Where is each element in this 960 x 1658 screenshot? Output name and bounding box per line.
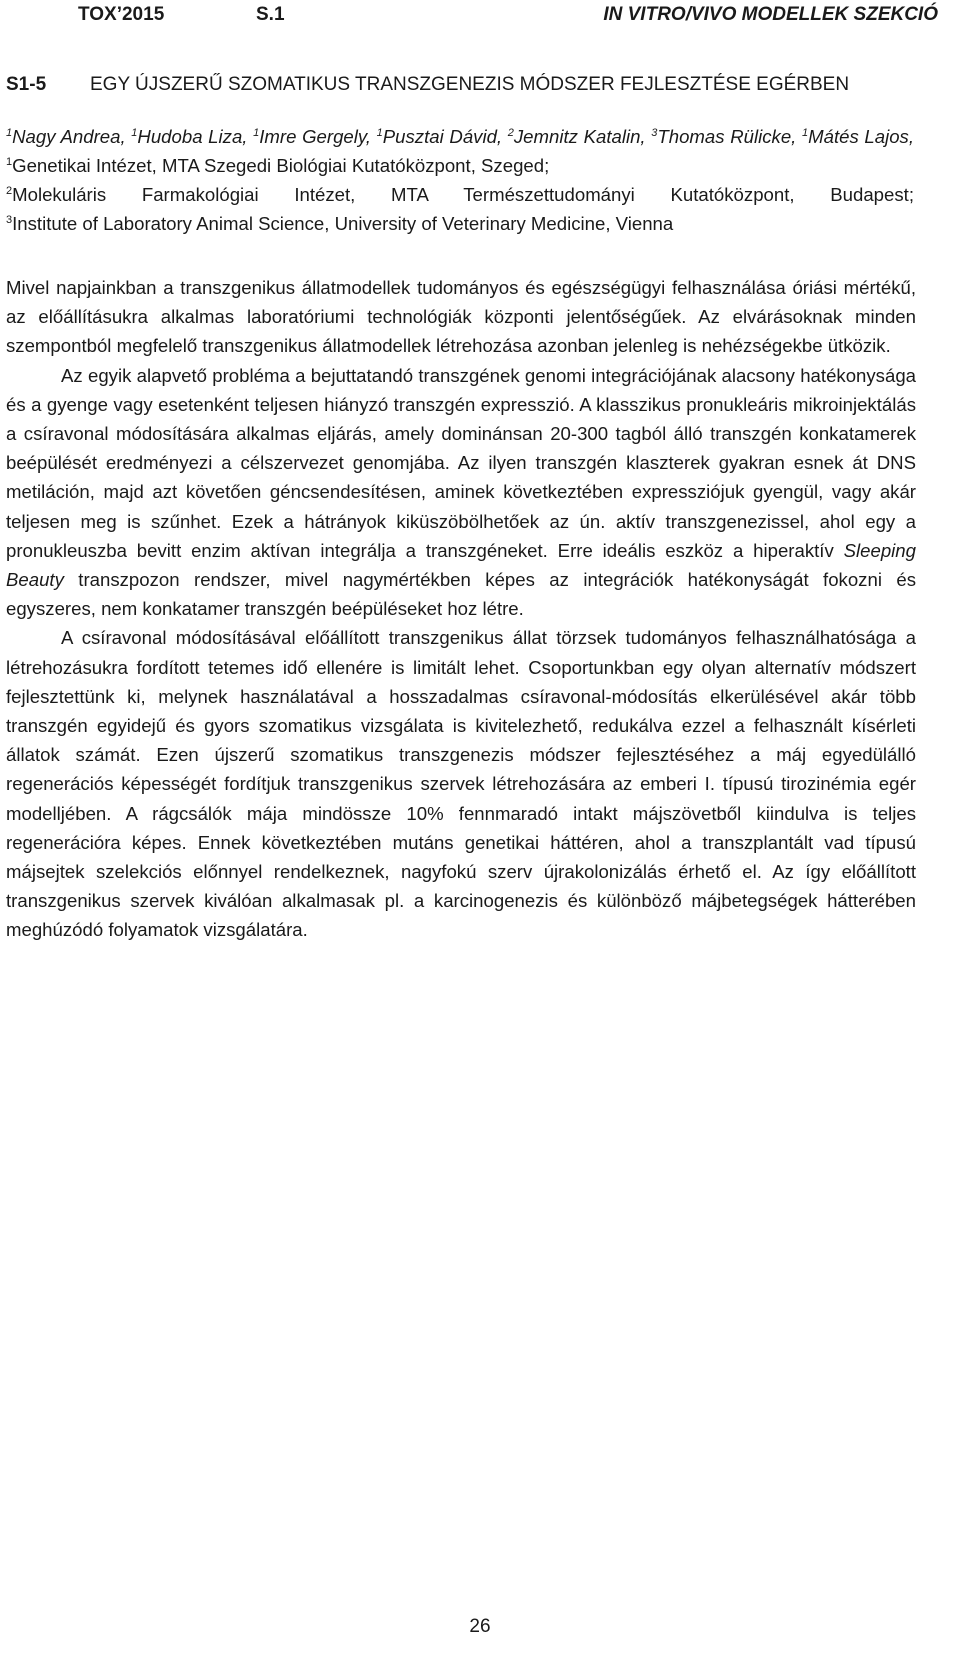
abstract-body bbox=[6, 273, 916, 945]
page-number: 26 bbox=[469, 1616, 491, 1637]
paragraph-3: A csíravonal módosításával előállított transzgenikus állat törzsek tudományos felhasználhatósága a létrehozásukra fordított tetemes idő ellenére is limitált lehet. Csoportunkban egy olyan alternatív módszert fejlesztettünk ki, melynek használatával a hosszadalmas csíravonal-módosítás elkerülésével akár több transzgén egyidejű és gyors szomatikus vizsgálata is kivitelezhető, redukálva ezzel a felhasznált kísérleti állatok számát. Ezen újszerű szomatikus transzgenezis módszer fejlesztéséhez a máj egyedülálló regenerációs képességét fordítjuk transzgenikus szervek létrehozására az emberi I. típusú tirozinémia egér modelljében. A rágcsálók mája mindössze 10% fennmaradó intakt májszövetből kiindulva is teljes regenerációra képes. Ennek következtében mutáns genetikai háttéren, ahol a transzplantált vad típusú májsejtek szelekciós előnnyel rendelkeznek, nagyfokú szerv újrakolonizálás érhető el. Az így előállított transzgenikus szervek kiválóan alkalmasak pl. a karcinogenezis és különböző májbetegségek hátterében meghúzódó folyamatok vizsgálatára. bbox=[6, 627, 916, 941]
conference-label: TOX’2015 bbox=[78, 4, 165, 25]
author: $^2$Jemnitz Katalin, bbox=[507, 126, 646, 147]
author-block bbox=[6, 122, 914, 238]
author: $^1$Pusztai Dávid, bbox=[376, 126, 503, 147]
author: $^1$Imre Gergely, bbox=[253, 126, 371, 147]
section-number: S.1 bbox=[256, 4, 285, 25]
abstract-heading bbox=[6, 74, 938, 102]
author: $^1$Hudoba Liza, bbox=[131, 126, 248, 147]
abstract-code: S1-5 bbox=[6, 74, 47, 95]
affiliation: $^2$Molekuláris Farmakológiai Intézet, MTA Természettudományi Kutatóközpont, Budapest; bbox=[6, 184, 914, 205]
author: $^1$Mátés Lajos, bbox=[802, 126, 915, 147]
author: $^1$Nagy Andrea, bbox=[6, 126, 126, 147]
abstract-title: EGY ÚJSZERŰ SZOMATIKUS TRANSZGENEZIS MÓDSZER FEJLESZTÉSE EGÉRBEN bbox=[90, 74, 850, 95]
paragraph-2: Az egyik alapvető probléma a bejuttatandó transzgének genomi integrációjának alacsony hatékonysága és a gyenge vagy esetenként teljesen hiányzó transzgén expresszió. A klasszikus pronukleáris mikroinjektálás a csíravonal módosítására alkalmas eljárás, amely dominánsan 20-300 tagból álló transzgén konkatamerek beépülését eredményezi a célszervezet genomjába. Az ilyen transzgén klaszterek gyakran esnek át DNS metiláción, majd azt követően géncsendesítésen, aminek következtében expressziójuk gyengül, vagy akár teljesen meg is szűnhet. Ezek a hátrányok kiküszöbölhetőek az ún. aktív transzgenezissel, ahol egy a pronukleuszba bevitt enzim aktívan integrálja a transzgéneket. Erre ideális eszköz a hiperaktív Sleeping Beauty transzpozon rendszer, mivel nagymértékben képes az integrációk hatékonyságát fokozni és egyszeres, nem konkatamer transzgén beépüléseket hoz létre. bbox=[6, 364, 916, 620]
affiliation: $^1$Genetikai Intézet, MTA Szegedi Biológiai Kutatóközpont, Szeged; bbox=[6, 155, 550, 176]
section-title: IN VITRO/VIVO MODELLEK SZEKCIÓ bbox=[603, 4, 938, 25]
author-list bbox=[6, 126, 914, 147]
paragraph-1: Mivel napjainkban a transzgenikus állatmodellek tudományos és egészségügyi felhasználása óriási mértékű, az előállításukra alkalmas laboratóriumi technológiák központi jelentőségűek. Az elvárásoknak minden szempontból megfelelő transzgenikus állatmodellek létrehozása azonban jelenleg is nehézségekbe ütközik. bbox=[6, 277, 916, 357]
page-header bbox=[78, 4, 938, 34]
author: $^3$Thomas Rülicke, bbox=[651, 126, 797, 147]
sleeping-beauty-term: Sleeping Beauty bbox=[6, 539, 916, 591]
affiliation: $^3$Institute of Laboratory Animal Science, University of Veterinary Medicine, Vienna bbox=[6, 213, 674, 234]
